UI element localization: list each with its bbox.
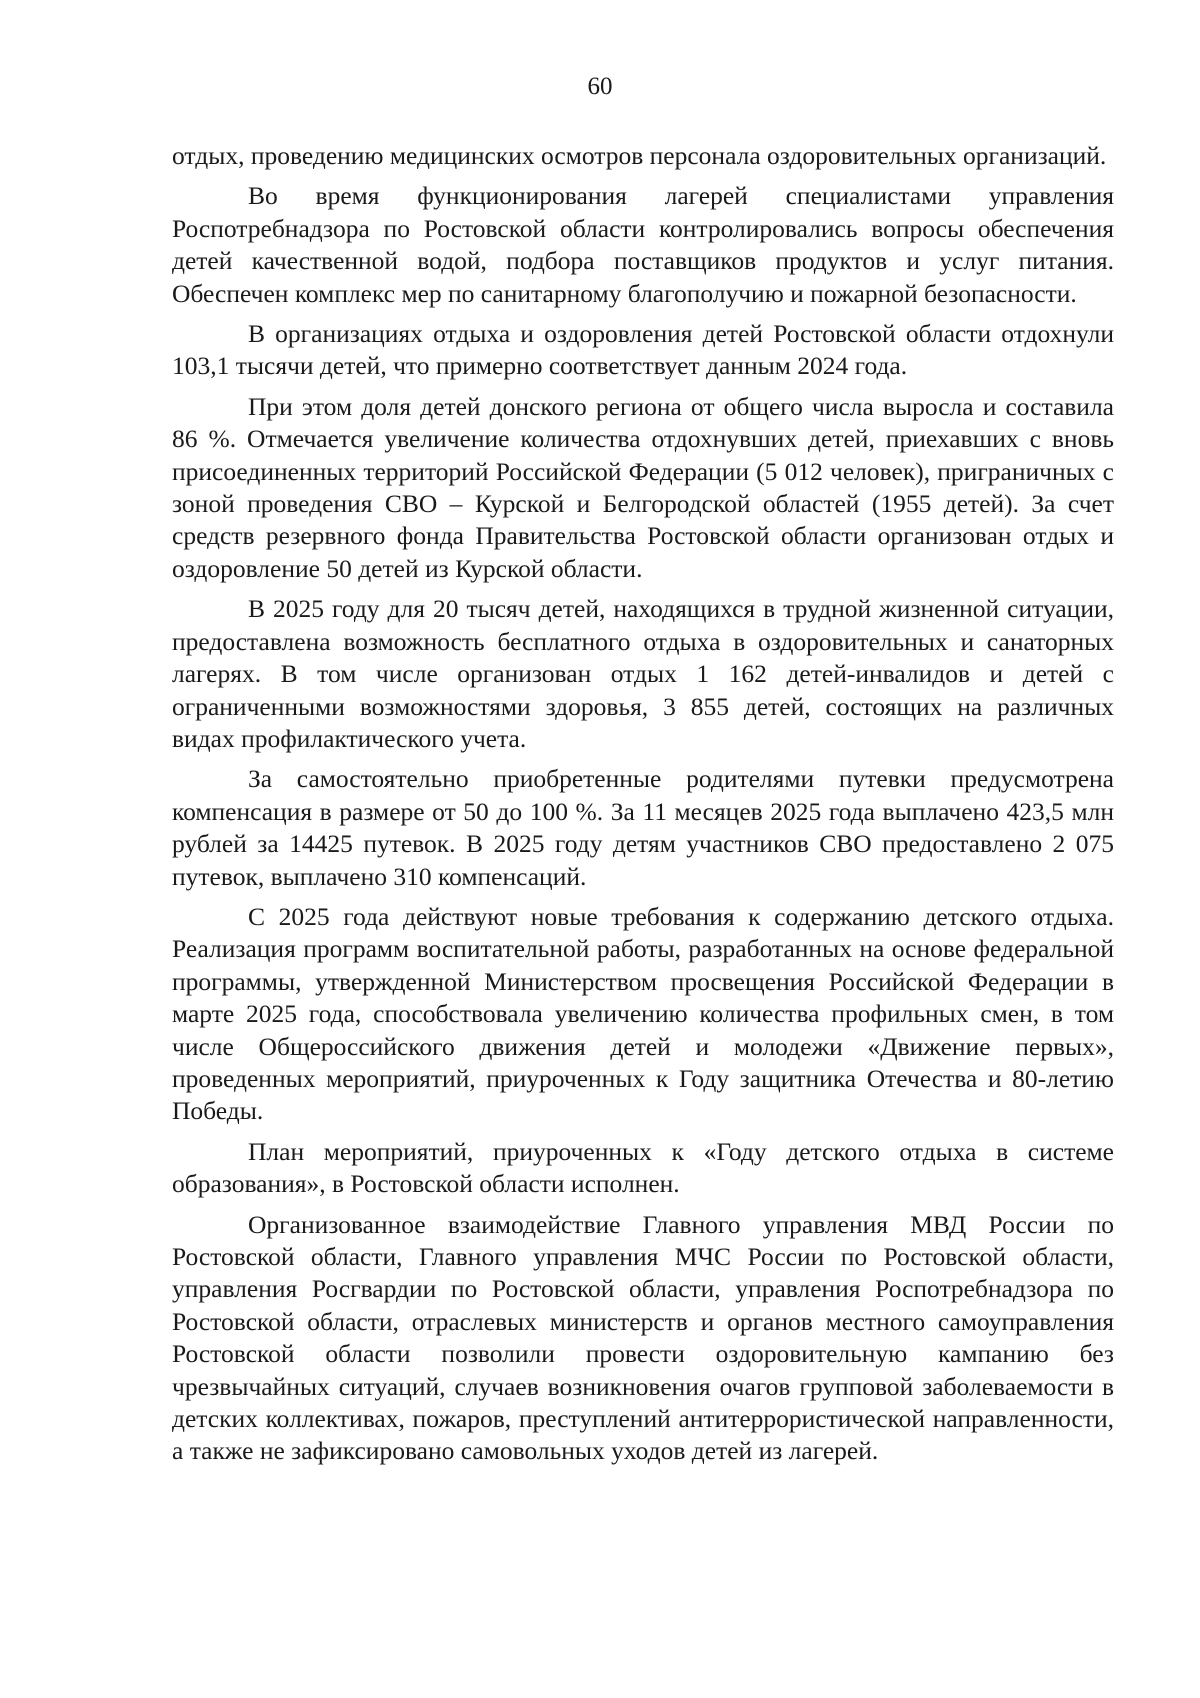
paragraph-2: Во время функционирования лагерей специалистами управления Роспотребнадзора по Ростовской области контролировались вопросы обеспечения детей качественной водой, подбора поставщиков продуктов и услуг питания. Обеспечен комплекс мер по санитарному благополучию и пожарной безопасности. bbox=[172, 181, 1114, 308]
paragraph-8: План мероприятий, приуроченных к «Году детского отдыха в системе образования», в Ростовской области исполнен. bbox=[172, 1136, 1114, 1199]
document-body bbox=[172, 140, 1114, 1476]
page-number: 60 bbox=[587, 73, 613, 100]
paragraph-7: С 2025 года действуют новые требования к содержанию детского отдыха. Реализация программ воспитательной работы, разработанных на основе федеральной программы, утвержденной Министерством просвещения Российской Федерации в марте 2025 года, способствовала увеличению количества профильных смен, в том числе Общероссийского движения детей и молодежи «Движение первых», проведенных мероприятий, приуроченных к Году защитника Отечества и 80-летию Победы. bbox=[172, 901, 1114, 1126]
paragraph-1: отдых, проведению медицинских осмотров персонала оздоровительных организаций. bbox=[172, 141, 1107, 170]
paragraph-6: За самостоятельно приобретенные родителями путевки предусмотрена компенсация в размере от 50 до 100 %. За 11 месяцев 2025 года выплачено 423,5 млн рублей за 14425 путевок. В 2025 году детям участников СВО предоставлено 2 075 путевок, выплачено 310 компенсаций. bbox=[172, 764, 1114, 891]
paragraph-3: В организациях отдыха и оздоровления детей Ростовской области отдохнули 103,1 тысячи детей, что примерно соответствует данным 2024 года. bbox=[172, 319, 1114, 381]
paragraph-4: При этом доля детей донского региона от общего числа выросла и составила 86 %. Отмечается увеличение количества отдохнувших детей, приехавших с вновь присоединенных территорий Российской Федерации (5 012 человек), приграничных с зоной проведения СВО – Курской и Белгородской областей (1955 детей). За счет средств резервного фонда Правительства Ростовской области организован отдых и оздоровление 50 детей из Курской области. bbox=[172, 391, 1114, 583]
paragraph-9: Организованное взаимодействие Главного управления МВД России по Ростовской области, Главного управления МЧС России по Ростовской области, управления Росгвардии по Ростовской области, управления Роспотребнадзора по Ростовской области, отраслевых министерств и органов местного самоуправления Ростовской области позволили провести оздоровительную кампанию без чрезвычайных ситуаций, случаев возникновения очагов групповой заболеваемости в детских коллективах, пожаров, преступлений антитеррористической направленности, а также не зафиксировано самовольных уходов детей из лагерей. bbox=[172, 1209, 1114, 1466]
paragraph-5: В 2025 году для 20 тысяч детей, находящихся в трудной жизненной ситуации, предоставлена возможность бесплатного отдыха в оздоровительных и санаторных лагерях. В том числе организован отдых 1 162 детей-инвалидов и детей с ограниченными возможностями здоровья, 3 855 детей, состоящих на различных видах профилактического учета. bbox=[172, 594, 1114, 753]
